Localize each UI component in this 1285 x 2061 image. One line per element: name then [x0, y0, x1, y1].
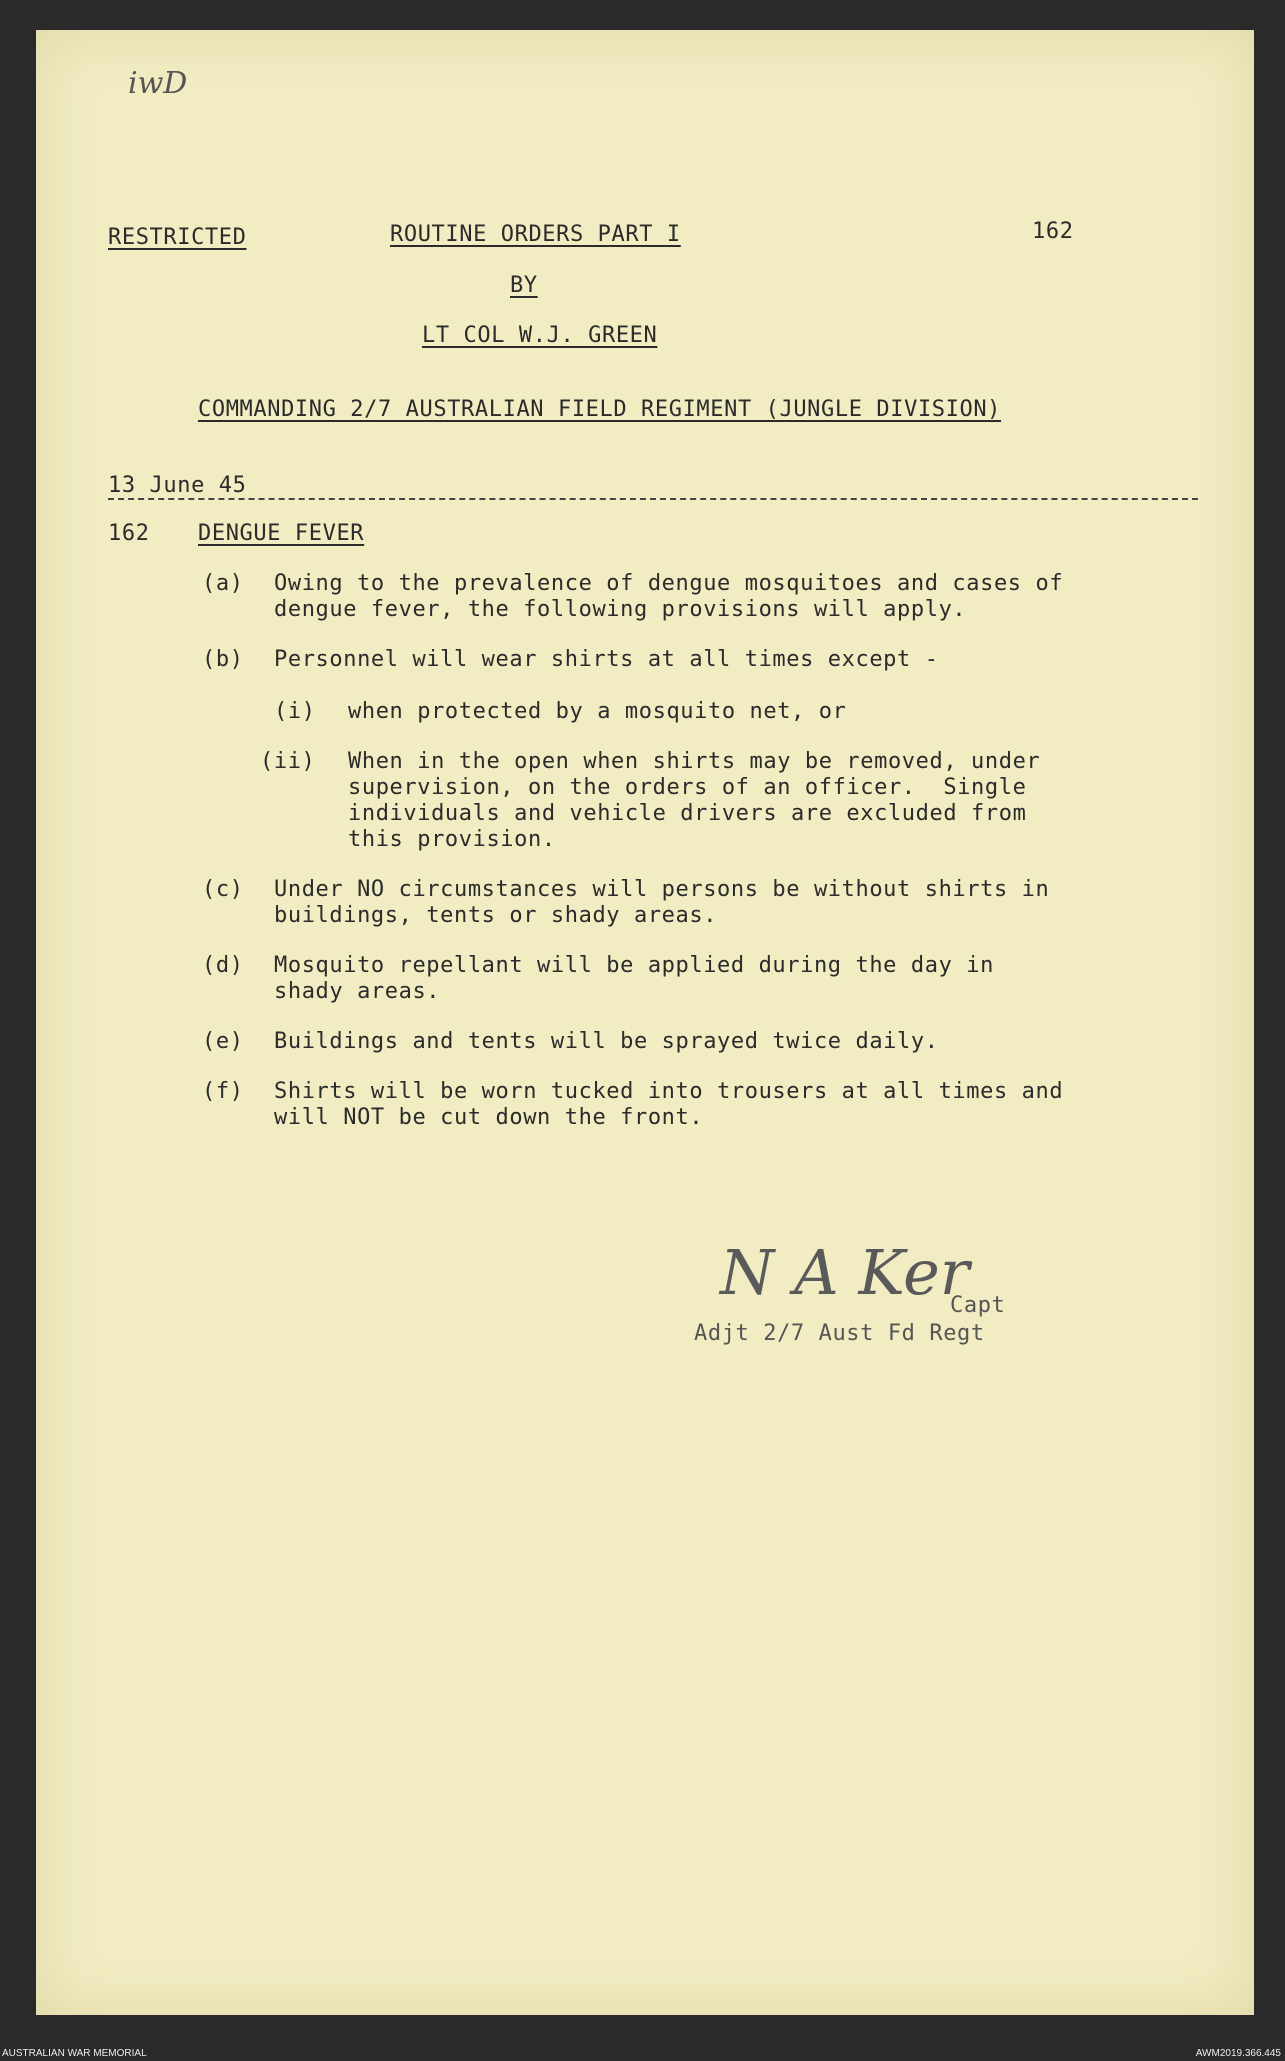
paragraph-label: (a)	[202, 571, 244, 596]
paragraph-line: Buildings and tents will be sprayed twice daily.	[274, 1029, 939, 1054]
paragraph-line: this provision.	[348, 827, 556, 852]
paragraph-line: Shirts will be worn tucked into trousers at all times and	[274, 1079, 1064, 1104]
paragraph-label: (f)	[202, 1079, 244, 1104]
classification-label: RESTRICTED	[108, 225, 247, 250]
paragraph-label: (c)	[202, 877, 244, 902]
order-date: 13 June 45	[108, 473, 247, 498]
handwritten-initials: iwD	[128, 66, 188, 101]
paragraph-line: will NOT be cut down the front.	[274, 1105, 704, 1130]
footer-archive-reference: AWM2019.366.445	[1195, 2048, 1281, 2059]
signatory-rank: Capt	[950, 1293, 1006, 1318]
footer-archive-name: AUSTRALIAN WAR MEMORIAL	[2, 2048, 147, 2059]
subparagraph-label: (ii)	[260, 749, 316, 774]
subparagraph-label: (i)	[274, 699, 316, 724]
by-line: BY	[510, 273, 538, 298]
signature: N A Ker	[720, 1236, 970, 1309]
paragraph-line: when protected by a mosquito net, or	[348, 699, 847, 724]
date-divider	[108, 498, 1198, 500]
paragraph-line: Under NO circumstances will persons be without shirts in	[274, 877, 1050, 902]
document-page	[36, 30, 1254, 2015]
paragraph-line: When in the open when shirts may be removed, under	[348, 749, 1041, 774]
signatory-appointment: Adjt 2/7 Aust Fd Regt	[694, 1321, 985, 1346]
page-number: 162	[1032, 219, 1074, 244]
paragraph-line: shady areas.	[274, 979, 441, 1004]
commanding-officer: LT COL W.J. GREEN	[422, 323, 658, 348]
paragraph-line: Mosquito repellant will be applied during the day in	[274, 953, 994, 978]
paragraph-line: supervision, on the orders of an officer. Single	[348, 775, 1027, 800]
paragraph-label: (b)	[202, 647, 244, 672]
paragraph-line: Owing to the prevalence of dengue mosquitoes and cases of	[274, 571, 1064, 596]
paragraph-line: individuals and vehicle drivers are excluded from	[348, 801, 1027, 826]
paragraph-label: (d)	[202, 953, 244, 978]
unit-command-line: COMMANDING 2/7 AUSTRALIAN FIELD REGIMENT (JUNGLE DIVISION)	[198, 397, 1002, 422]
order-heading: DENGUE FEVER	[198, 521, 365, 546]
paragraph-line: Personnel will wear shirts at all times except -	[274, 647, 939, 672]
paragraph-line: buildings, tents or shady areas.	[274, 903, 718, 928]
document-title: ROUTINE ORDERS PART I	[390, 222, 681, 247]
paragraph-line: dengue fever, the following provisions will apply.	[274, 597, 967, 622]
paragraph-label: (e)	[202, 1029, 244, 1054]
order-number: 162	[108, 521, 150, 546]
